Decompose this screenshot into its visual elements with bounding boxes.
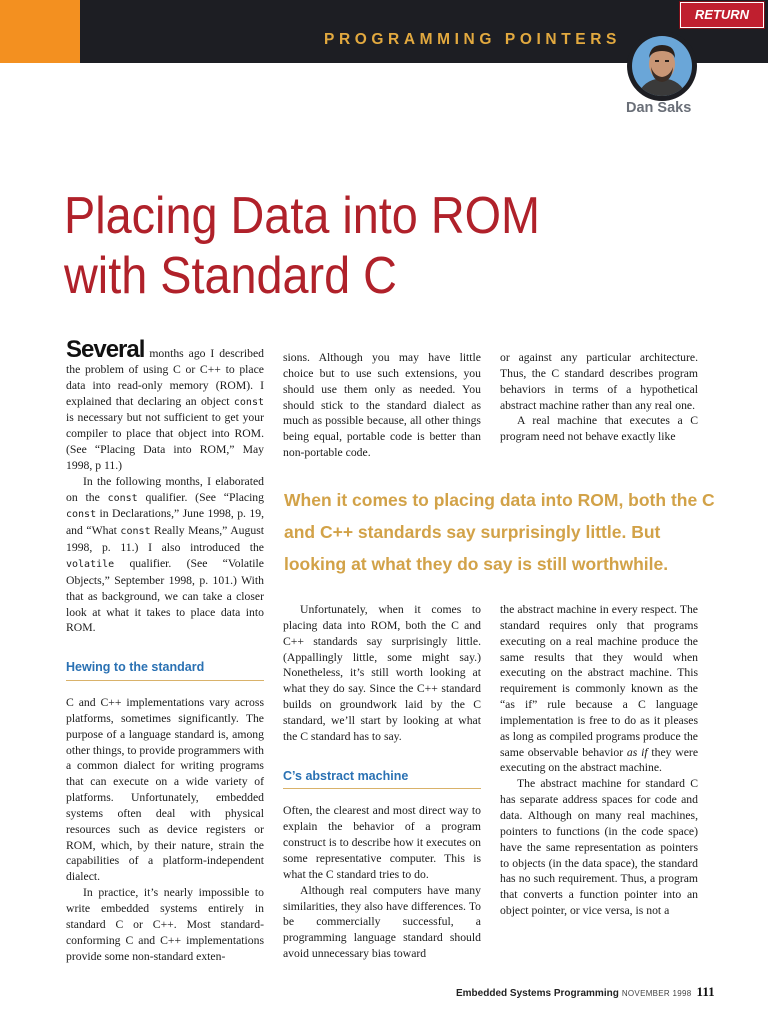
column-2-top (283, 350, 481, 461)
paragraph: C and C++ implementations vary across platforms, sometimes significantly. The purpose of a language standard is, among other things, to provide programmers with a common dialect for writing programs that can execute on a wide variety of platforms. Unfortunately, embedded systems often deal with physical resources such as device registers or ROM, which, by their nature, strain the capabilities of a platform-independent dialect. (66, 696, 265, 884)
page-number: 111 (696, 984, 715, 999)
column-3-top (500, 350, 698, 445)
column-3-bottom (500, 602, 698, 919)
paragraph: In the following months, I elaborated on the const qualifier. (See “Placing const in Declarations,” June 1998, p. 19, and “What const Really Means,” August 1998, p. 11.) I also introduced the volatile qualifier. (See “Volatile Objects,” September 1998, p. 101.) With that as background, we can take a closer look at what it takes to place data into ROM. (66, 474, 264, 635)
page-footer (456, 984, 715, 1000)
headline-line-1: Placing Data into ROM (64, 187, 541, 245)
column-2-bottom (283, 602, 481, 962)
issue-date: NOVEMBER 1998 (621, 989, 692, 998)
drop-cap-word: Several (66, 336, 145, 363)
paragraph: In practice, it’s nearly impossible to write embedded systems entirely in standard C or C++. Most standard-conforming C and C++ implementations provide some non-standard exten- (66, 886, 264, 963)
author-portrait-icon (632, 36, 692, 96)
column-1 (66, 336, 265, 964)
subhead-hewing: Hewing to the standard (66, 660, 264, 681)
paragraph: Several months ago I described the problem of using C or C++ to place data into read-only memory (ROM). I explained that declaring an object const is necessary but not sufficient to get your compiler to place that object into ROM. (See “Placing Data into ROM,” May 1998, p 11.) (66, 336, 264, 472)
section-title: PROGRAMMING POINTERS (324, 31, 621, 48)
paragraph: Although real computers have many similarities, they also have differences. To be commercially successful, a programming language standard should avoid unnecessary bias toward (283, 883, 481, 961)
headline-line-2: with Standard C (64, 247, 397, 305)
paragraph: A real machine that executes a C program need not behave exactly like (500, 414, 698, 444)
author-avatar (627, 31, 697, 101)
paragraph: Often, the clearest and most direct way to explain the behavior of a program construct is to describe how it executes on some representative computer. This is what the C standard tries to do. (283, 804, 481, 881)
paragraph: or against any particular architecture. Thus, the C standard describes program behaviors in terms of a hypothetical abstract machine rather than any real one. (500, 351, 698, 412)
author-name: Dan Saks (626, 100, 692, 116)
article-headline (64, 186, 540, 306)
pull-quote: When it comes to placing data into ROM, both the C and C++ standards say surprisingly little. But looking at what they do say is still worthwhile. (284, 490, 715, 574)
paragraph: sions. Although you may have little choice but to use such extensions, you should use them only as needed. You should stick to the standard dialect as much as possible because, all other things being equal, portable code is better than non-portable code. (283, 351, 481, 460)
magazine-name: Embedded Systems Programming (456, 988, 619, 999)
paragraph: The abstract machine for standard C has separate address spaces for code and data. Although on many real machines, pointers to functions (in the code space) have the same representation as pointers to objects (in the data space), the standard has no such requirement. Thus, a program that converts a function pointer into an object pointer, or vice versa, is not a (500, 777, 698, 918)
paragraph: the abstract machine in every respect. The standard requires only that programs executing on a real machine produce the same results that they would when executing on the abstract machine. This requirement is commonly known as the “as if” rule because a C language implementation is free to do as it pleases as long as compiled programs produce the same observable behavior as if they were executing on the abstract machine. (500, 603, 699, 775)
paragraph: Unfortunately, when it comes to placing data into ROM, both the C and C++ standards say surprisingly little. (Appallingly little, some might say.) Nonetheless, it’s still worth looking at what they do say. Since the C++ standard builds on groundwork laid by the C standard, we’ll start by looking at what the C standard has to say. (283, 603, 481, 743)
subhead-abstract-machine: C’s abstract machine (283, 769, 481, 790)
return-button[interactable]: RETURN (680, 2, 764, 28)
orange-accent-block (0, 0, 80, 63)
